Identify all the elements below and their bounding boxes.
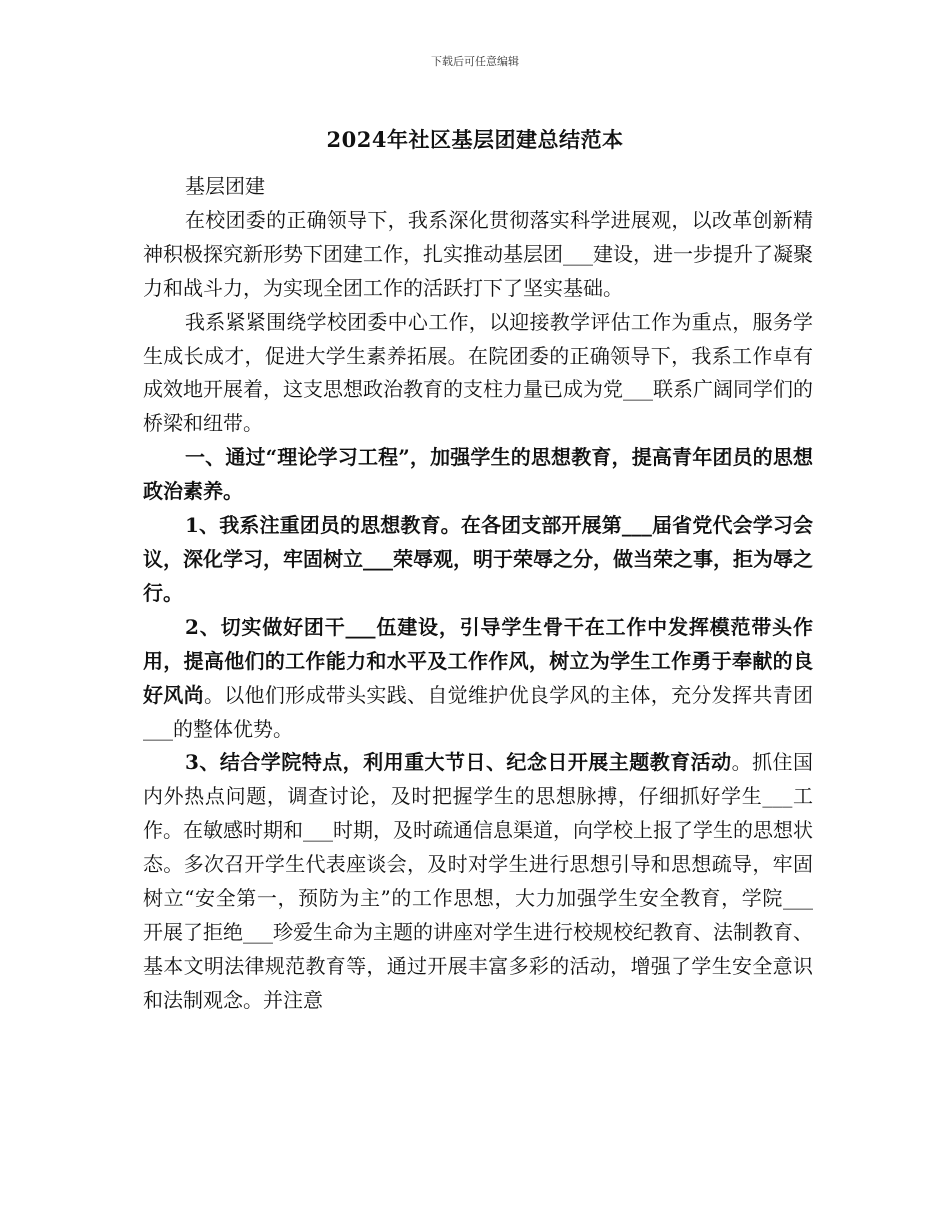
item-2 — [143, 611, 813, 747]
document-body — [143, 170, 813, 1018]
item-2-bold: 2、切实做好团干___伍建设，引导学生骨干在工作中发挥模范带头作用，提高他们的工作能力和水平及工作作风，树立为学生工作勇于奉献的良好风尚 — [143, 614, 813, 707]
item-3 — [143, 746, 813, 1017]
header-note: 下载后可任意编辑 — [431, 55, 519, 68]
paragraph-1: 在校团委的正确领导下，我系深化贯彻落实科学进展观，以改革创新精神积极探究新形势下团建工作，扎实推动基层团___建设，进一步提升了凝聚力和战斗力，为实现全团工作的活跃打下了坚实基础。 — [143, 207, 813, 300]
item-1: 1、我系注重团员的思想教育。在各团支部开展第___届省党代会学习会议，深化学习，牢固树立___荣辱观，明于荣辱之分，做当荣之事，拒为辱之行。 — [143, 513, 813, 605]
item-3-bold: 3、结合学院特点，利用重大节日、纪念日开展主题教育活动 — [185, 750, 732, 775]
item-2-rest: 。以他们形成带头实践、自觉维护优良学风的主体，充分发挥共青团___的整体优势。 — [143, 682, 813, 741]
subheading: 基层团建 — [185, 174, 265, 198]
section-heading-1: 一、通过“理论学习工程”，加强学生的思想教育，提高青年团员的思想政治素养。 — [143, 445, 813, 504]
document-title: 2024年社区基层团建总结范本 — [326, 127, 624, 152]
paragraph-2: 我系紧紧围绕学校团委中心工作，以迎接教学评估工作为重点，服务学生成长成才，促进大学生素养拓展。在院团委的正确领导下，我系工作卓有成效地开展着，这支思想政治教育的支柱力量已成为党___联系广阔同学们的桥梁和纽带。 — [143, 309, 813, 436]
item-3-rest: 。抓住国内外热点问题，调查讨论，及时把握学生的思想脉搏，仔细抓好学生___工作。在敏感时期和___时期，及时疏通信息渠道，向学校上报了学生的思想状态。多次召开学生代表座谈会，及时对学生进行思想引导和思想疏导，牢固树立“安全第一，预防为主”的工作思想，大力加强学生安全教育，学院___开展了拒绝___珍爱生命为主题的讲座对学生进行校规校纪教育、法制教育、基本文明法律规范教育等，通过开展丰富多彩的活动，增强了学生安全意识和法制观念。并注意 — [143, 750, 814, 1012]
